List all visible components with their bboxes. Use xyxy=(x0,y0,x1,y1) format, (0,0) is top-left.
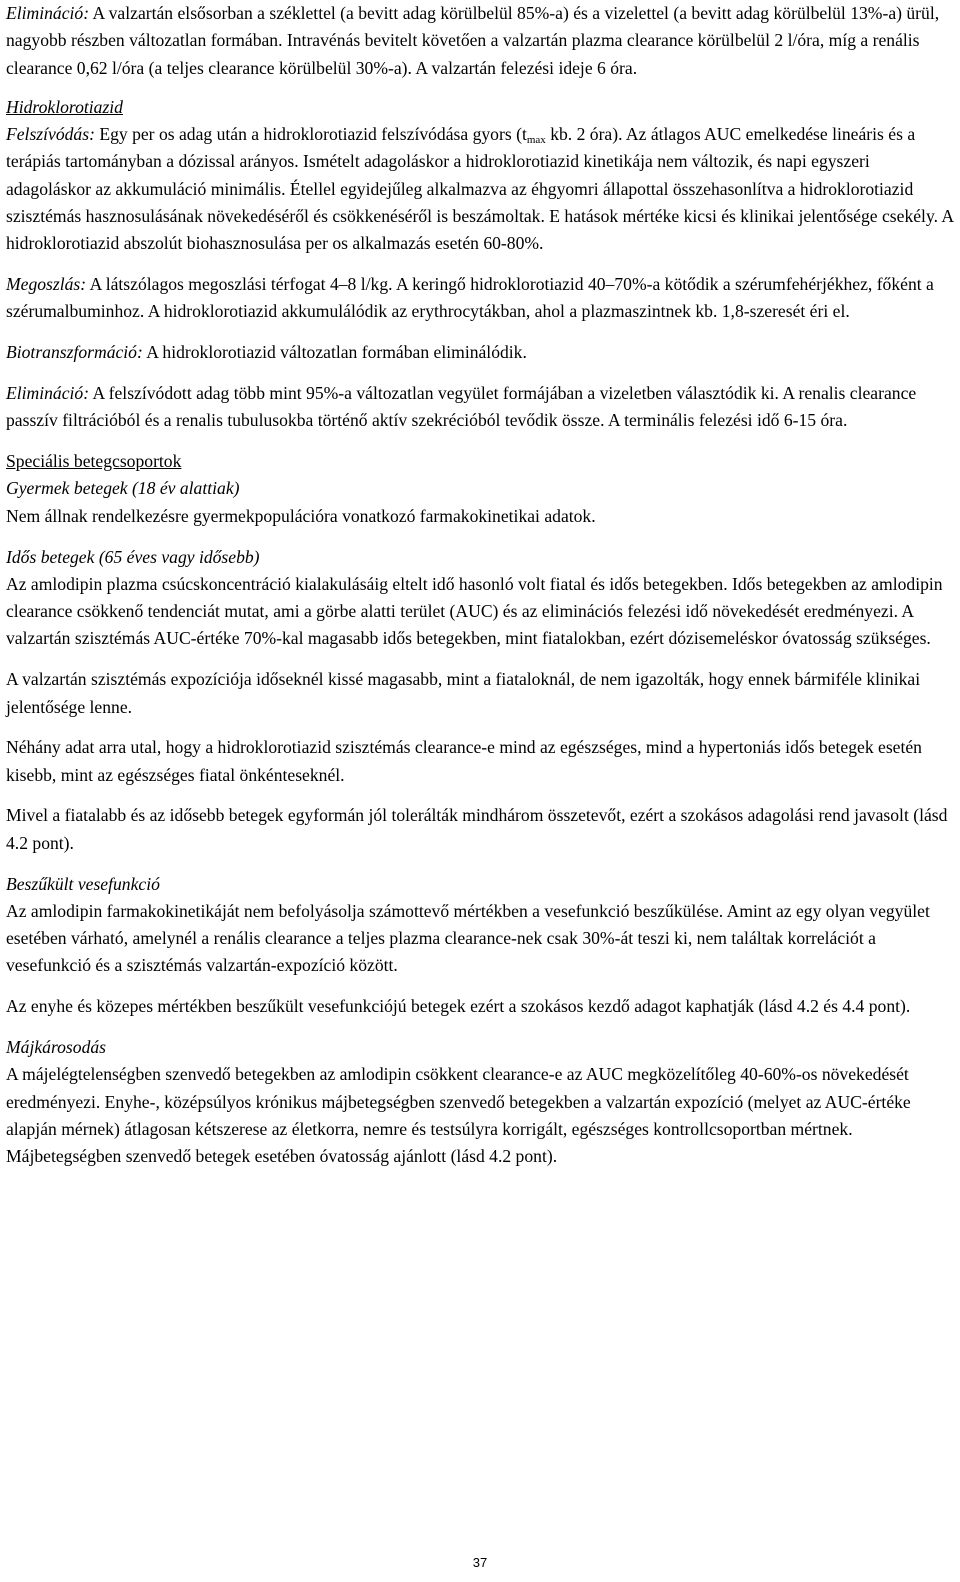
elderly-paragraph-4: Mivel a fiatalabb és az idősebb betegek egyformán jól tolerálták mindhárom összetevőt, ezért a szokásos adagolási rend javasolt (lásd 4.2 pont). xyxy=(6,805,948,853)
hct-elimination-paragraph xyxy=(6,380,954,435)
pediatric-heading: Gyermek betegek (18 év alattiak) xyxy=(6,478,240,499)
renal-paragraph-1: Az amlodipin farmakokinetikáját nem befolyásolja számottevő mértékben a vesefunkció beszűkülése. Amint az egy olyan vegyület esetében várható, amelynél a renális clearance a teljes plazma clearance-nek csak 30%-át teszi ki, nem találtak korrelációt a vesefunkció és a szisztémás valzartán-expozíció között. xyxy=(6,900,930,976)
elderly-paragraph-3: Néhány adat arra utal, hogy a hidroklorotiazid szisztémás clearance-e mind az egészséges, mind a hypertoniás idős betegek esetén kisebb, mint az egészséges fiatal önkénteseknél. xyxy=(6,737,922,785)
absorption-text-a: Egy per os adag után a hidroklorotiazid felszívódása gyors (t xyxy=(94,124,527,145)
biotransformation-label: Biotranszformáció: xyxy=(6,342,143,363)
document-page xyxy=(6,0,954,1170)
renal-paragraph-2: Az enyhe és közepes mértékben beszűkült vesefunkciójú betegek ezért a szokásos kezdő adagot kaphatják (lásd 4.2 és 4.4 pont). xyxy=(6,996,911,1017)
absorption-label: Felszívódás: xyxy=(6,124,95,145)
absorption-text-b: kb. 2 óra). Az átlagos AUC emelkedése lineáris és a terápiás tartományban a dózissal arányos. Ismételt adagoláskor a hidroklorotiazid kinetikája nem változik, és napi egyszeri adagoláskor az akkumuláció minimális. Étellel egyidejűleg alkalmazva az éhgyomri állapottal összehasonlítva a hidroklorotiazid szisztémás hasznosulásának növekedéséről és csökkenéséről is beszámoltak. E hatások mértéke kicsi és klinikai jelentősége csekély. A hidroklorotiazid abszolút biohasznosulása per os alkalmazás esetén 60-80%. xyxy=(6,124,954,254)
elimination-text: A valzartán elsősorban a széklettel (a bevitt adag körülbelül 85%-a) és a vizelettel (a bevitt adag körülbelül 13%-a) ürül, nagyobb részben változatlan formában. Intravénás bevitelt követően a valzartán plazma clearance körülbelül 2 l/óra, míg a renális clearance 0,62 l/óra (a teljes clearance körülbelül 30%-a). A valzartán felezési ideje 6 óra. xyxy=(6,3,940,78)
hepatic-impairment-heading: Májkárosodás xyxy=(6,1037,107,1057)
elderly-paragraph-2: A valzartán szisztémás expozíciója időseknél kissé magasabb, mint a fiataloknál, de nem igazolták, hogy ennek bármiféle klinikai jelentősége lenne. xyxy=(6,669,921,717)
hydrochlorothiazide-heading: Hidroklorotiazid xyxy=(6,96,123,117)
hct-distribution-paragraph xyxy=(6,271,954,326)
elderly-heading: Idős betegek (65 éves vagy idősebb) xyxy=(6,546,260,567)
renal-impairment-heading: Beszűkült vesefunkció xyxy=(6,873,160,894)
elderly-paragraph-1: Az amlodipin plazma csúcskoncentráció kialakulásáig eltelt idő hasonló volt fiatal és idős betegekben. Idős betegekben az amlodipin clearance csökkenő tendenciát mutat, ami a görbe alatti terület (AUC) és az eliminációs felezési idő növekedését eredményezi. A valzartán szisztémás AUC-értéke 70%-kal magasabb idős betegekben, mint fiatalokban, ezért dózisemeléskor óvatosság szükséges. xyxy=(6,573,943,649)
special-populations-heading: Speciális betegcsoportok xyxy=(6,451,182,472)
hct-elimination-text: A felszívódott adag több mint 95%-a változatlan vegyület formájában a vizeletben választódik ki. A renalis clearance passzív filtrációból és a renalis tubulusokba történő aktív szekrécióból tevődik össze. A terminális felezési idő 6-15 óra. xyxy=(6,383,917,431)
valsartan-elimination-paragraph xyxy=(6,0,954,82)
pediatric-text: Nem állnak rendelkezésre gyermekpopulációra vonatkozó farmakokinetikai adatok. xyxy=(6,505,596,526)
distribution-label: Megoszlás: xyxy=(6,274,87,295)
hct-biotransformation-paragraph xyxy=(6,339,954,366)
hepatic-paragraph: A májelégtelenségben szenvedő betegekben az amlodipin csökkent clearance-e az AUC megközelítőleg 40-60%-os növekedését eredményezi. Enyhe-, középsúlyos krónikus májbetegségben szenvedő betegekben a valzartán expozíció (melyet az AUC-értéke alapján mérnek) átlagosan kétszerese az életkorra, nemre és testsúlyra korrigált, egészséges kontrollcsoportban mértnek. Májbetegségben szenvedő betegek esetében óvatosság ajánlott (lásd 4.2 pont). xyxy=(6,1064,911,1167)
distribution-text: A látszólagos megoszlási térfogat 4–8 l/kg. A keringő hidroklorotiazid 40–70%-a kötődik a szérumfehérjékhez, főként a szérumalbuminhoz. A hidroklorotiazid akkumulálódik az erythrocytákban, ahol a plazmaszintnek kb. 1,8-szeresét éri el. xyxy=(6,274,934,322)
hct-elimination-label: Elimináció: xyxy=(6,383,90,404)
page-number: 37 xyxy=(472,1555,488,1570)
tmax-subscript: max xyxy=(526,134,546,147)
hct-absorption-paragraph xyxy=(6,121,954,257)
biotransformation-text: A hidroklorotiazid változatlan formában eliminálódik. xyxy=(142,342,527,363)
elimination-label: Elimináció: xyxy=(6,3,90,23)
